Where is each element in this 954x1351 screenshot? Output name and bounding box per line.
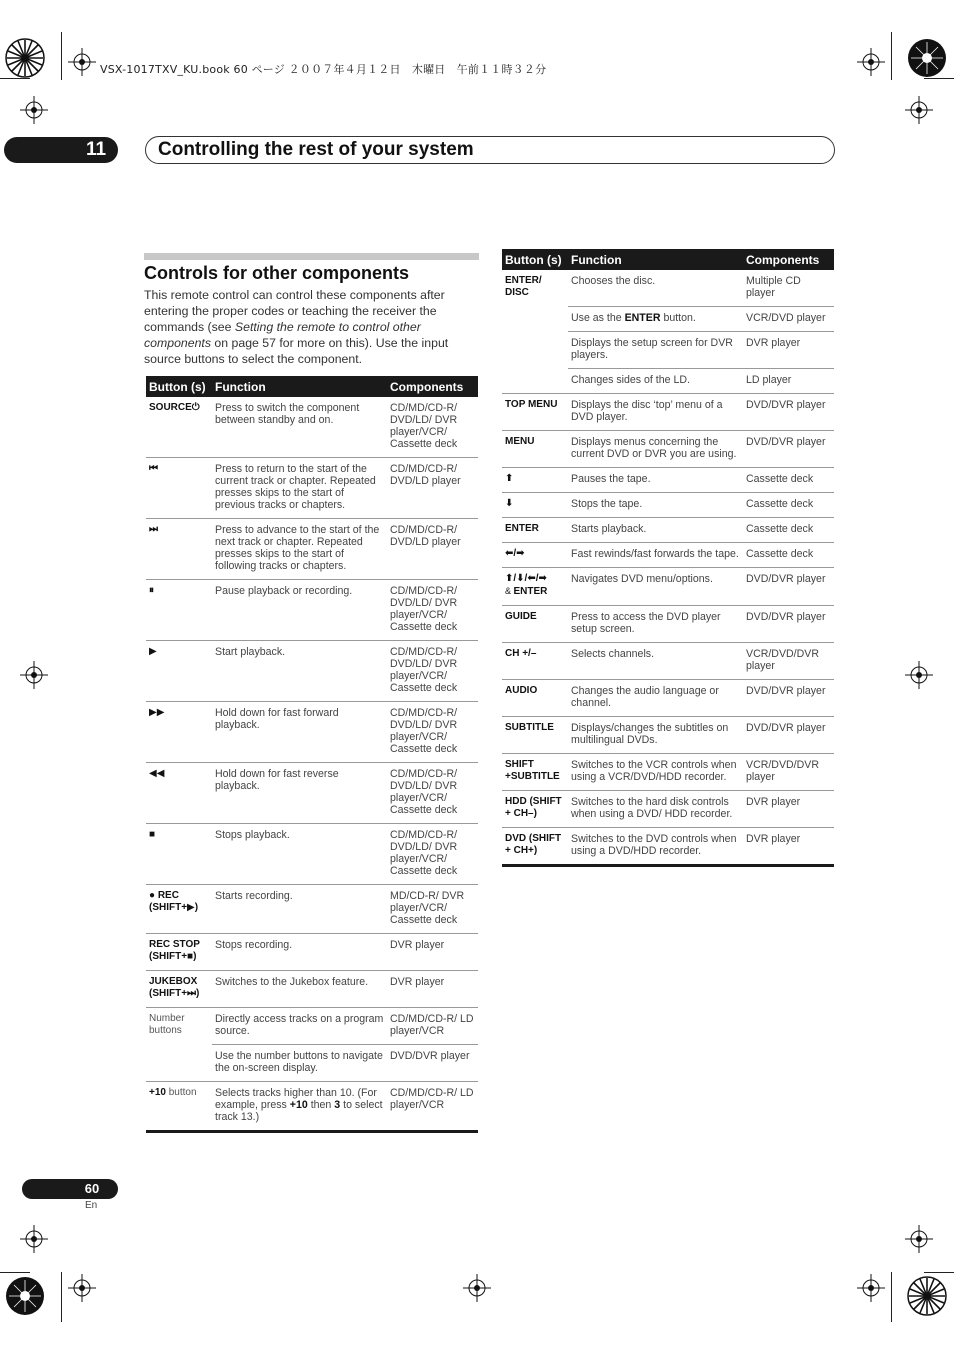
table-row: ▶ Start playback. CD/MD/CD-R/ DVD/LD/ DVR player/VCR/ Cassette deck [146, 641, 478, 702]
header-function: Function [212, 376, 387, 397]
crop-line [0, 1272, 30, 1273]
table-row: SOURCE⏻ Press to switch the component between standby and on. CD/MD/CD-R/ DVD/LD/ DVR player/VCR/ Cassette deck [146, 397, 478, 458]
table-row: ⏮ Press to return to the start of the current track or chapter. Repeated presses skips to the start of previous tracks or chapters. CD/MD/CD-R/ DVD/LD player [146, 458, 478, 519]
table-row: DVD (SHIFT + CH+) Switches to the DVD controls when using a DVD/HDD recorder. DVR player [502, 828, 834, 866]
table-row: Use as the ENTER button. VCR/DVD player [502, 307, 834, 332]
intro-paragraph: This remote control can control these components after entering the proper codes or teaching the receiver the commands (see Setting the remote to control other components on page 57 for more on this). Use the input source buttons to select the component. [144, 288, 449, 366]
crop-line [61, 32, 62, 80]
table-row: ENTER/ DISC Chooses the disc. Multiple CD player [502, 270, 834, 307]
table-row: ■ Stops playback. CD/MD/CD-R/ DVD/LD/ DVR player/VCR/ Cassette deck [146, 824, 478, 885]
table-row: CH +/– Selects channels. VCR/DVD/DVR player [502, 643, 834, 680]
crosshair-mark [857, 1274, 885, 1302]
registration-wheel-top-right [907, 38, 947, 78]
table-row: JUKEBOX (SHIFT+⏭) Switches to the Jukebox feature. DVR player [146, 971, 478, 1008]
page-language: En [85, 1200, 98, 1211]
crosshair-mark [905, 661, 933, 689]
print-header: VSX-1017TXV_KU.book 60 ページ ２００７年４月１２日 木曜日 午前１１時３２分 [100, 63, 547, 76]
crop-line [0, 78, 30, 79]
registration-wheel-bottom-left [5, 1276, 45, 1316]
header-function: Function [568, 249, 743, 270]
table-row: SHIFT +SUBTITLE Switches to the VCR controls when using a VCR/DVD/HDD recorder. VCR/DVD/DVR player [502, 754, 834, 791]
header-button: Button (s) [146, 376, 212, 397]
table-row: ▶▶ Hold down for fast forward playback. CD/MD/CD-R/ DVD/LD/ DVR player/VCR/ Cassette deck [146, 702, 478, 763]
crosshair-mark [68, 1274, 96, 1302]
table-row: HDD (SHIFT + CH–) Switches to the hard disk controls when using a DVD/ HDD recorder. DVR player [502, 791, 834, 828]
crosshair-mark [20, 96, 48, 124]
header-button: Button (s) [502, 249, 568, 270]
crosshair-mark [905, 96, 933, 124]
table-row: ⬅/➡ Fast rewinds/fast forwards the tape. Cassette deck [502, 543, 834, 568]
chapter-title: Controlling the rest of your system [158, 139, 474, 160]
header-components: Components [743, 249, 834, 270]
crosshair-mark [68, 48, 96, 76]
table-row: Changes sides of the LD. LD player [502, 369, 834, 394]
crop-line [61, 1272, 62, 1322]
table-row: Use the number buttons to navigate the on-screen display. DVD/DVR player [146, 1045, 478, 1082]
page-number: 60 [84, 1181, 100, 1196]
chapter-number: 11 [85, 139, 107, 160]
crop-line [924, 1272, 954, 1273]
crosshair-mark [20, 1225, 48, 1253]
controls-table-left [146, 376, 478, 1133]
section-rule [144, 253, 479, 260]
table-header-row [146, 376, 478, 397]
crop-line [924, 78, 954, 79]
table-row: ⬇ Stops the tape. Cassette deck [502, 493, 834, 518]
table-row: AUDIO Changes the audio language or channel. DVD/DVR player [502, 680, 834, 717]
controls-table-right [502, 249, 834, 867]
table-header-row [502, 249, 834, 270]
crosshair-mark [463, 1274, 491, 1302]
header-components: Components [387, 376, 478, 397]
table-row: +10 button Selects tracks higher than 10. (For example, press +10 then 3 to select track 13.) CD/MD/CD-R/ LD player/VCR [146, 1082, 478, 1132]
registration-wheel-top-left [5, 38, 45, 78]
table-row: GUIDE Press to access the DVD player setup screen. DVD/DVR player [502, 606, 834, 643]
section-title: Controls for other components [144, 263, 409, 283]
table-row: ENTER Starts playback. Cassette deck [502, 518, 834, 543]
table-row: REC STOP (SHIFT+■) Stops recording. DVR player [146, 934, 478, 971]
registration-wheel-bottom-right [907, 1276, 947, 1316]
table-row: ● REC (SHIFT+▶) Starts recording. MD/CD-R/ DVR player/VCR/ Cassette deck [146, 885, 478, 934]
crosshair-mark [857, 48, 885, 76]
intro-cross-reference: Setting the remote to control other components [144, 320, 421, 350]
crosshair-mark [20, 661, 48, 689]
crosshair-mark [905, 1225, 933, 1253]
table-row: SUBTITLE Displays/changes the subtitles on multilingual DVDs. DVD/DVR player [502, 717, 834, 754]
table-row: Displays the setup screen for DVR players. DVR player [502, 332, 834, 369]
table-row: Number buttons Directly access tracks on a program source. CD/MD/CD-R/ LD player/VCR [146, 1008, 478, 1045]
crop-line [891, 32, 892, 80]
table-row: TOP MENU Displays the disc ‘top’ menu of a DVD player. DVD/DVR player [502, 394, 834, 431]
table-row: ⏸ Pause playback or recording. CD/MD/CD-R/ DVD/LD/ DVR player/VCR/ Cassette deck [146, 580, 478, 641]
table-row: ◀◀ Hold down for fast reverse playback. CD/MD/CD-R/ DVD/LD/ DVR player/VCR/ Cassette deck [146, 763, 478, 824]
table-row: ⬆ Pauses the tape. Cassette deck [502, 468, 834, 493]
crop-line [891, 1272, 892, 1322]
table-row: MENU Displays menus concerning the current DVD or DVR you are using. DVD/DVR player [502, 431, 834, 468]
table-row: ⬆/⬇/⬅/➡ & ENTER Navigates DVD menu/options. DVD/DVR player [502, 568, 834, 606]
table-row: ⏭ Press to advance to the start of the next track or chapter. Repeated presses skips to the start of following tracks or chapters. CD/MD/CD-R/ DVD/LD player [146, 519, 478, 580]
